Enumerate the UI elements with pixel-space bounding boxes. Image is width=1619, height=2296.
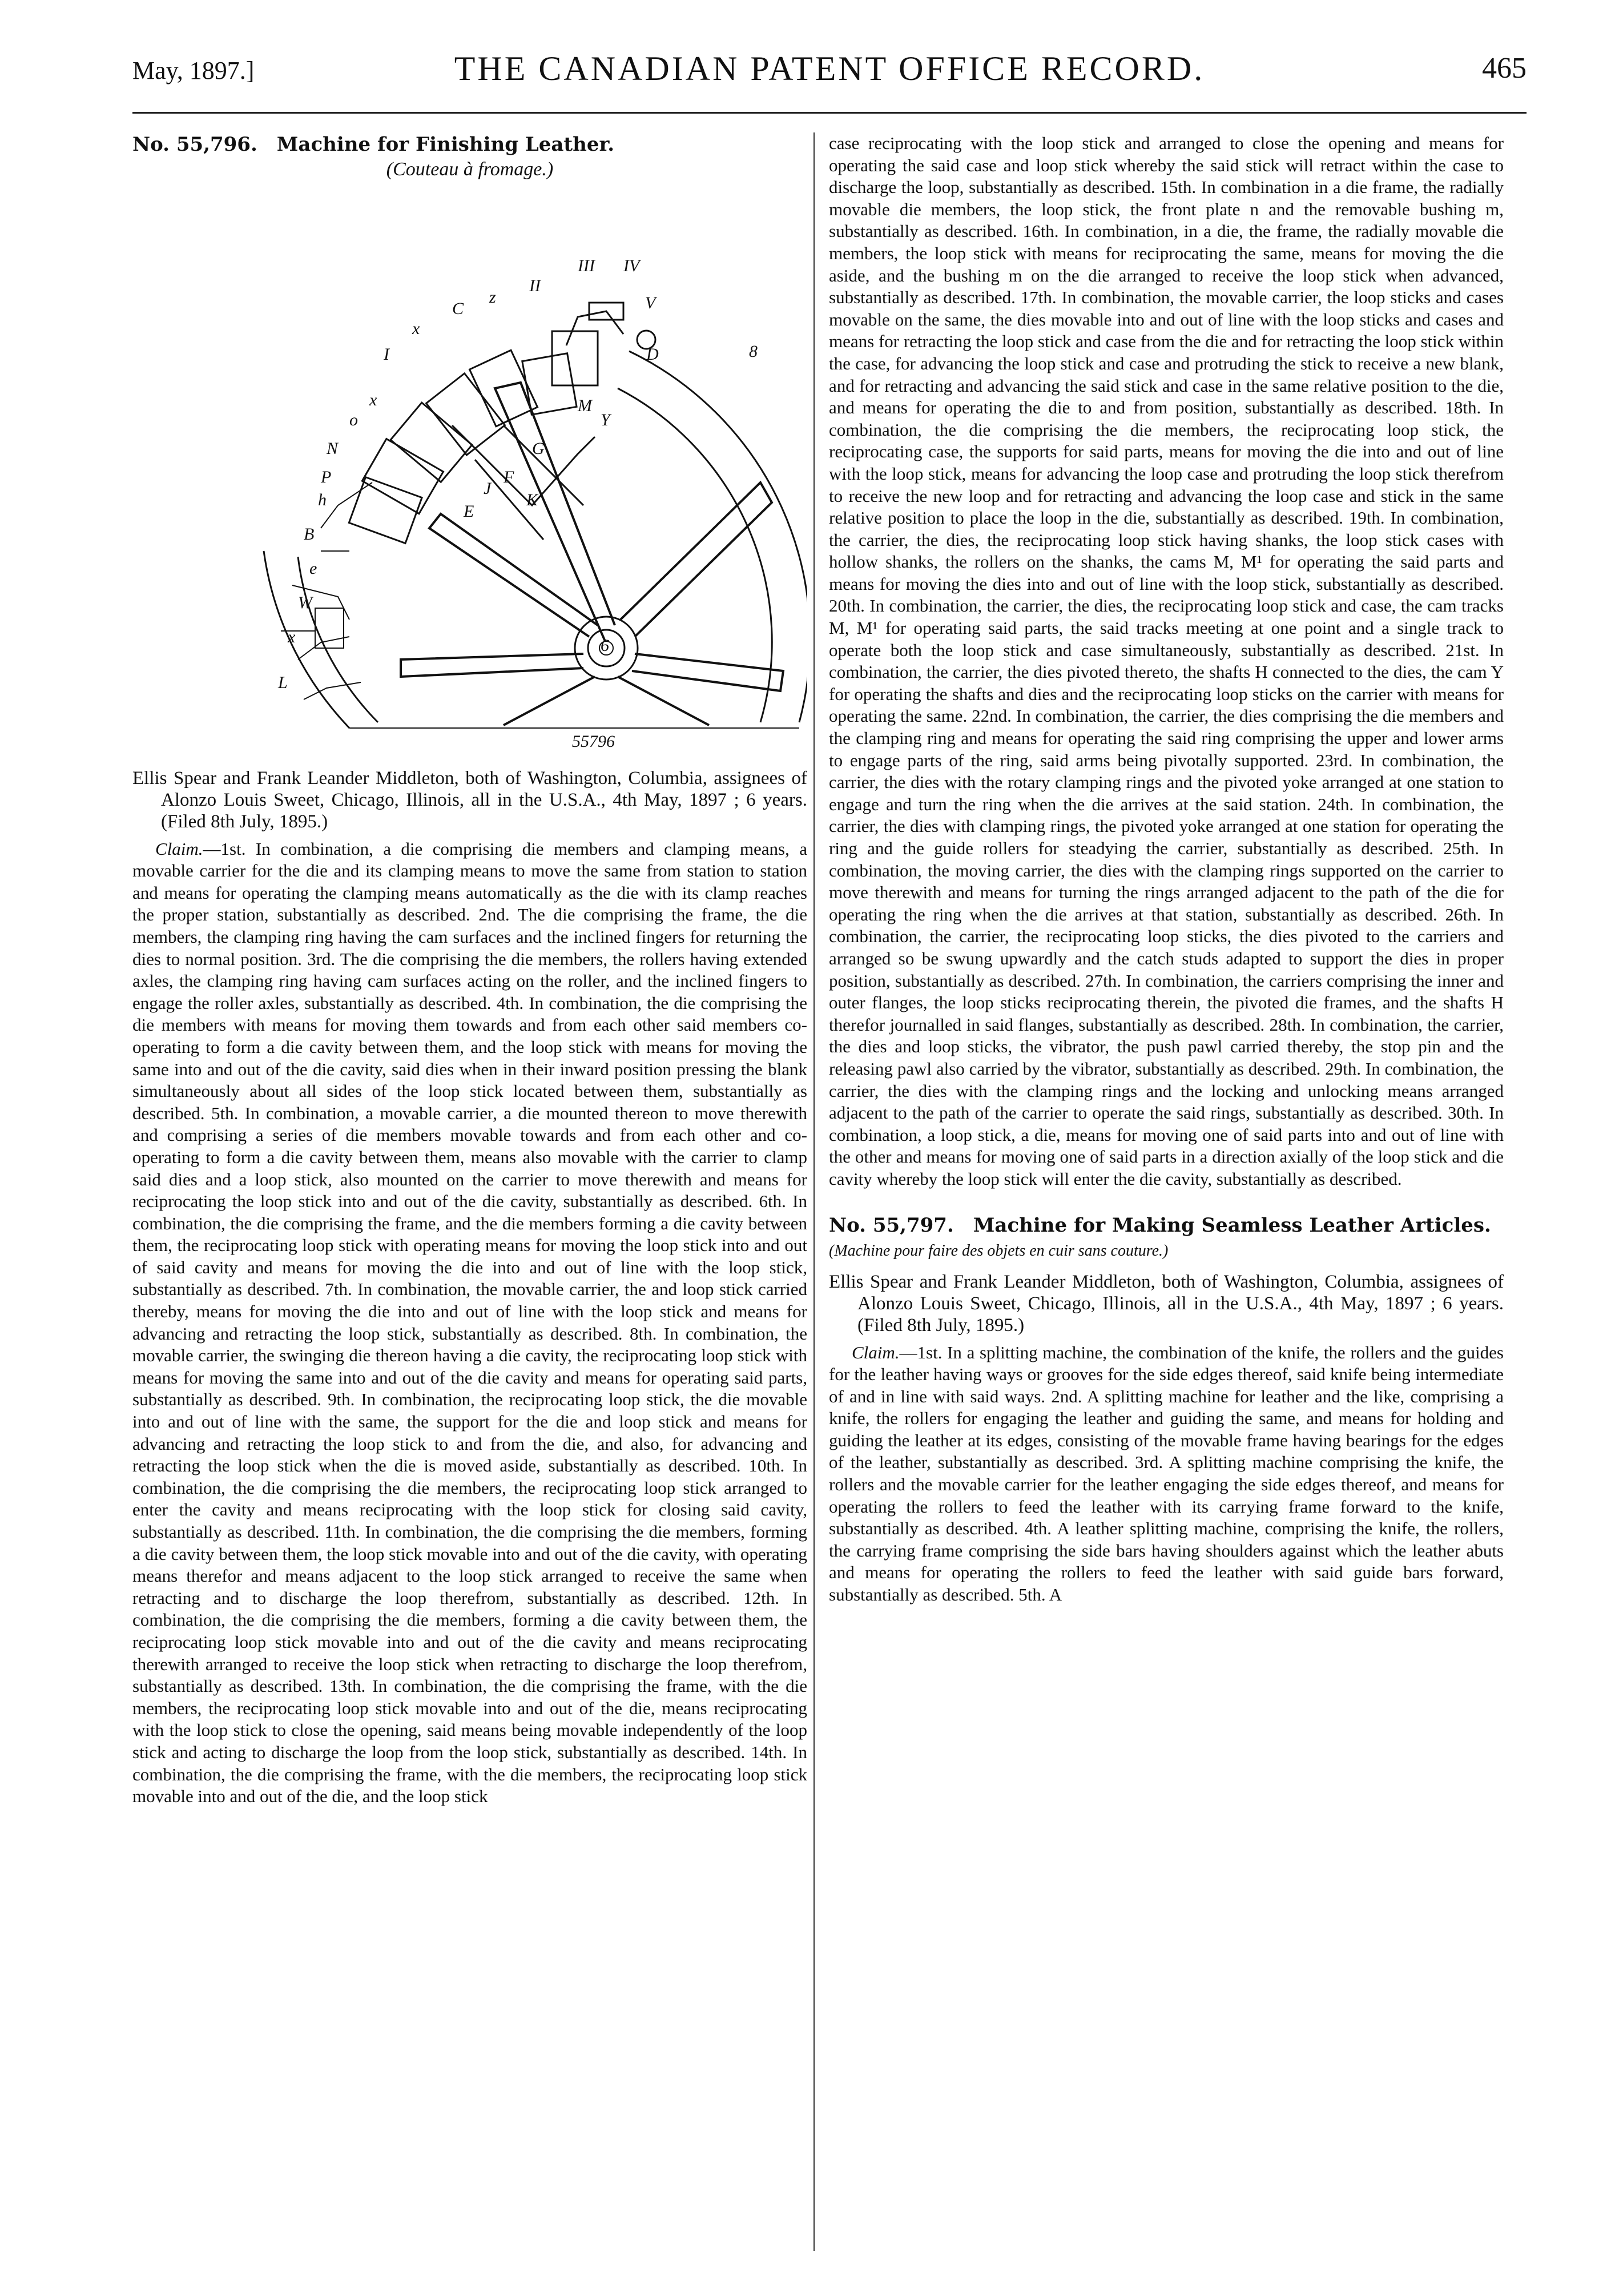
- patent-claims-left: [132, 838, 807, 1808]
- claim-label: Claim.: [155, 838, 203, 859]
- patent-inventors: Ellis Spear and Frank Leander Middleton, both of Washington, Columbia, assignees of Alonzo Louis Sweet, Chicago, Illinois, all in the U.S.A., 4th May, 1897 ; 6 years. (Filed 8th July, 1895.): [132, 767, 807, 832]
- figure-labels: [277, 256, 758, 692]
- fig-label-iii: III: [578, 256, 595, 275]
- machine-drawing: [132, 186, 807, 757]
- fig-label-ii: II: [529, 276, 541, 295]
- patent-title: Machine for Finishing Leather.: [276, 133, 615, 156]
- figure-caption: 55796: [572, 731, 615, 751]
- patent-inventors-2: Ellis Spear and Frank Leander Middleton, both of Washington, Columbia, assignees of Alonzo Louis Sweet, Chicago, Illinois, all in the U.S.A., 4th May, 1897 ; 6 years. (Filed 8th July, 1895.): [829, 1271, 1504, 1336]
- fig-label-v: V: [645, 293, 656, 312]
- patent-french-title-2: (Machine pour faire des objets en cuir sans couture.): [829, 1241, 1169, 1260]
- wheel-rim-outer: [629, 351, 807, 722]
- fig-label-e2: E: [464, 501, 474, 521]
- fig-label-j: J: [484, 478, 492, 498]
- fig-label-g: G: [532, 439, 545, 458]
- fig-label-b: B: [304, 524, 315, 544]
- column-divider: [813, 132, 815, 2251]
- claims-text-2: —1st. In a splitting machine, the combination of the knife, the rollers and the guides for the leather having ways or grooves for the side edges thereof, said knife being intermediate of and in line with said ways. 2nd. A splitting machine for leather and the like, comprising a knife, the rollers for engaging the leather and guiding the same, and means for holding and guiding the leather at its edges, consisting of the movable frame having bearings for the edges of the leather, substantially as described. 3rd. A splitting machine comprising the knife, the rollers and the movable carrier for the leather engaging the side edges thereof, and means for operating the rollers to feed the leather with its carrying frame forward to the knife, substantially as described. 4th. A leather splitting machine, comprising the knife, the rollers, the carrying frame comprising the side bars having shoulders against which the leather abuts and means for operating the rollers to feed the leather with said guide bars forward, substantially as described. 5th. A: [829, 1342, 1504, 1605]
- claim-label-2: Claim.: [852, 1342, 900, 1362]
- fig-label-w: W: [298, 593, 312, 612]
- guide-parts: [281, 482, 372, 699]
- journal-title: THE CANADIAN PATENT OFFICE RECORD.: [454, 50, 1205, 87]
- patent-claims-right: case reciprocating with the loop stick and arranged to close the opening and means for operating the said case and loop stick whereby the said stick will retract within the case to discharge the loop, substantially as described. 15th. In combination in a die frame, the radially movable die members, the loop stick, the front plate n and the removable bushing m, substantially as described. 16th. In combination, in a die, the frame, the radially movable die members, the loop stick with means for reciprocating the same, means for moving the die aside, and the bushing m on the die arranged to receive the loop stick when advanced, substantially as described. 17th. In combination, the movable carrier, the loop sticks and cases movable on the same, the dies movable into and out of line with the loop sticks and cases and means for retracting the loop stick and case from the die and for retracting the loop stick within the case, for advancing the loop stick and case and protruding the stick to receive a new blank, and for retracting and advancing the said stick and case in the same relative position to the die, and means for operating the die to and from position, substantially as described. 18th. In combination, the die comprising the die members, the reciprocating loop stick, the reciprocating case, the supports for said parts, means for moving the die into and out of line with the loop stick, means for advancing the loop case and protruding the loop stick therefrom to receive the new loop and for retracting and advancing the loop case and stick in the same relative position to place the loop in the die, substantially as described. 19th. In combination, the carrier, the dies, the reciprocating loop stick having shanks, the loop stick cases with hollow shanks, the rollers on the shanks, the cams M, M¹ for operating the said parts and means for moving the dies into and out of line with the loop stick, substantially as described. 20th. In combination, the carrier, the dies, the reciprocating loop stick and case, the cam tracks M, M¹ for operating said parts, the said tracks meeting at one point and a single track to operate both the loop stick and case simultaneously, substantially as described. 21st. In combination, the carrier, the dies pivoted thereto, the shafts H connected to the dies, the cam Y for operating the shafts and dies and the reciprocating loop sticks on the carrier with means for operating the same. 22nd. In combination, the carrier, the dies comprising the die members and the clamping ring and means for operating the said ring comprising the upper and lower arms to engage parts of the ring, said arms being pivotally supported. 23rd. In combination, the carrier, the dies with the rotary clamping rings and the pivoted yoke arranged at one station to engage and turn the ring when the die arrives at the said station. 24th. In combination, the carrier, the dies with clamping rings, the pivoted yoke arranged at one station for operating the ring and the guide rollers for steadying the carrier, substantially as described. 25th. In combination, the moving carrier, the dies with the clamping rings supported on the carrier to move therewith and means for turning the rings arranged adjacent to the path of the die for operating the ring when the die arrives at that station, substantially as described. 26th. In combination, the carrier, the reciprocating loop sticks, the dies pivoted to the carriers and arranged so be swung upwardly and the catch studs adapted to support the dies in proper position, substantially as described. 27th. In combination, the carriers comprising the inner and outer flanges, the loop sticks reciprocating therein, the pivoted die frames, and the shafts H therefor journalled in said flanges, substantially as described. 28th. In combination, the carrier, the dies and loop sticks, the vibrator, the push pawl carried thereby, the stop pin and the releasing pawl also carried by the vibrator, substantially as described. 29th. In combination, the carrier, the dies with the clamping rings and the locking and unlocking means arranged adjacent to the path of the carrier to operate the said rings, substantially as described. 30th. In combination, a loop stick, a die, means for moving one of said parts into and out of line with the other and means for moving one of said parts in a direction axially of the loop stick and die cavity whereby the loop stick will enter the die cavity, substantially as described.: [829, 133, 1504, 1189]
- fig-label-i: I: [384, 344, 389, 364]
- patent-number-2: No. 55,797.: [829, 1213, 954, 1237]
- fig-label-z: z: [489, 287, 496, 307]
- fig-label-f: F: [504, 467, 514, 486]
- fig-label-iv: IV: [623, 256, 640, 275]
- fig-label-l: L: [278, 673, 288, 692]
- header-rule: [132, 112, 1527, 114]
- patent-number: No. 55,796.: [132, 133, 257, 156]
- fig-label-8: 8: [749, 341, 758, 361]
- header-date: May, 1897.]: [132, 57, 255, 85]
- patent-heading-55796: [132, 132, 807, 156]
- page-number: 465: [1482, 52, 1527, 85]
- patent-title-2: Machine for Making Seamless Leather Articles.: [973, 1213, 1491, 1237]
- fig-label-x3: x: [288, 627, 296, 646]
- fig-label-m: M: [578, 396, 592, 415]
- fig-label-h: h: [318, 490, 327, 509]
- patent-figure: [132, 186, 807, 759]
- right-column: [829, 132, 1504, 1606]
- fig-label-k: K: [526, 490, 538, 509]
- patent-french-title: (Couteau à fromage.): [386, 159, 554, 180]
- fig-label-x2: x: [369, 390, 377, 409]
- fig-label-x: x: [412, 319, 420, 338]
- patent-heading-55797: [829, 1213, 1504, 1263]
- fig-label-6: 6: [601, 636, 609, 655]
- running-header: [132, 46, 1527, 103]
- fig-label-o: o: [349, 410, 358, 429]
- fig-label-p: P: [321, 467, 332, 486]
- fig-label-e: e: [309, 558, 317, 578]
- patent-claims-2: [829, 1342, 1504, 1606]
- fig-label-n: N: [327, 439, 339, 458]
- left-column: [132, 132, 807, 1808]
- claims-text: —1st. In combination, a die comprising die members and clamping means, a movable carrier for the die and its clamping means to move the same from station to station and means for operating the clamping means automatically as the die with its clamp reaches the proper station, substantially as described. 2nd. The die comprising the frame, the die members, the clamping ring having the cam surfaces and the inclined fingers for returning the dies to normal position. 3rd. The die comprising the die members, the rollers having extended axles, the clamping ring having cam surfaces acting on the roller, and the inclined fingers to engage the roller axles, substantially as described. 4th. In combination, the die comprising the die members with means for moving them towards and from each other said members co-operating to form a die cavity between them, and the loop stick with means for moving the same into and out of the die cavity, said dies when in their inward position pressing the blank simultaneously about all sides of the loop stick located between them, substantially as described. 5th. In combination, a movable carrier, a die mounted thereon to move therewith and comprising a series of die members movable towards and from each other and co-operating to form a die cavity between them, means also movable with the carrier to clamp said dies and a loop stick, also mounted on the carrier to move therewith and means for reciprocating the loop stick into and out of the die cavity, substantially as described. 6th. In combination, the die comprising the frame, and the die members forming a die cavity between them, the reciprocating loop stick with operating means for moving the loop stick into and out of said cavity and means for moving the die into and out of line with the loop stick, substantially as described. 7th. In combination, the movable carrier, the and loop stick carried thereby, means for moving the die into and out of line with the loop stick and means for advancing and retracting the loop stick, substantially as described. 8th. In combination, the movable carrier, the swinging die thereon having a die cavity, the reciprocating loop stick with means for moving the same into and out of the die cavity and means for operating said parts, substantially as described. 9th. In combination, the reciprocating loop stick, the die movable into and out of line with the same, the support for the die and loop stick and means for advancing and retracting the loop stick to and from the die, and also, for advancing and retracting the loop stick when the die is moved aside, substantially as described. 10th. In combination, the die comprising the die members, the reciprocating loop stick arranged to enter the cavity and means reciprocating with the loop stick for closing said cavity, substantially as described. 11th. In combination, the die comprising the die members, forming a die cavity between them, the loop stick movable into and out of the die cavity, with operating means therefor and means adjacent to the loop stick arranged to receive the same when retracting and to discharge the loop therefrom, substantially as described. 12th. In combination, the die comprising the die members, forming a die cavity between them, the reciprocating loop stick movable into and out of the die cavity and means reciprocating therewith arranged to receive the loop stick when retracting to discharge the loop therefrom, substantially as described. 13th. In combination, the die comprising the frame, with the die members, the reciprocating loop stick movable into and out of the die, means reciprocating with the loop stick to close the opening, said means being movable independently of the loop stick and acting to discharge the loop from the loop stick, substantially as described. 14th. In combination, the die comprising the frame, with the die members, the reciprocating loop stick movable into and out of the die, and the loop stick: [132, 838, 807, 1807]
- fig-label-y: Y: [601, 410, 610, 429]
- fig-label-c: C: [452, 299, 464, 318]
- fig-label-d: D: [646, 344, 659, 364]
